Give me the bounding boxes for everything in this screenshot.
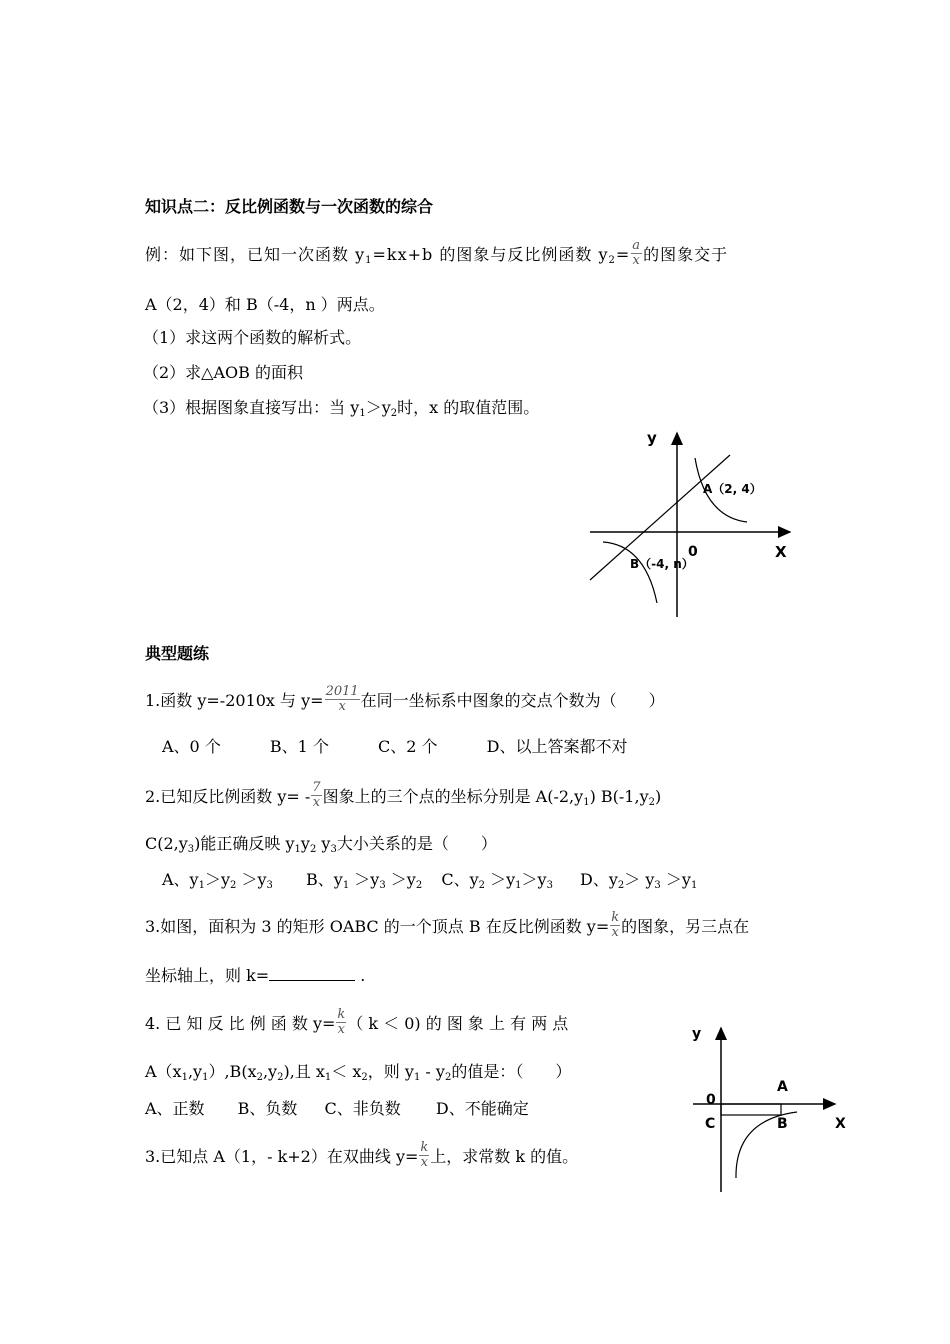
option-b: B、$y_1 >y_3 >y_2$ — [306, 870, 423, 891]
hyperbola-branch-q3 — [603, 542, 657, 603]
option-c: C、2 个 — [378, 737, 438, 756]
problem-5: 3.已知点 A（1，- k+2）在双曲线 y= $\frac{k}{x}$ 上，求常数 k 的值。 — [145, 1140, 579, 1170]
problem-4-line-2: $A(x_1,y_1),B(x_2,y_2)$,且 $x_1< x_2$，则 $y_1 - y_2$的值是：（ ） — [145, 1062, 572, 1083]
x-label: X — [835, 1116, 846, 1132]
x-label: X — [775, 543, 787, 561]
example-graph — [585, 425, 805, 625]
option-a: A、正数 — [145, 1099, 205, 1118]
hyperbola-branch-q4 — [736, 1112, 797, 1178]
origin-label: 0 — [706, 1092, 716, 1108]
option-c: C、非负数 — [324, 1099, 401, 1118]
question-3: （3）根据图象直接写出：当 $y_1>y_2$时，x 的取值范围。 — [143, 398, 540, 419]
example-points: A（2，4）和 B（-4，n ）两点。 — [145, 295, 385, 314]
example-intro: 例：如下图，已知一次函数 $y_1=kx+b$ 的图象与反比例函数 $y_2=$ $\frac{a}{x}$ 的图象交于 — [145, 238, 729, 268]
problem-2-options — [162, 870, 697, 896]
problem-1-options — [162, 737, 628, 757]
fraction-2011-over-x: $\frac{2011}{x}$ — [325, 684, 359, 714]
problem-graph — [685, 1020, 855, 1195]
point-a-label: A（2, 4） — [703, 482, 762, 496]
option-a: A、0 个 — [162, 737, 221, 756]
option-d: D、$y_2> y_3 >y_1$ — [580, 870, 698, 891]
question-1: （1）求这两个函数的解析式。 — [143, 328, 362, 347]
option-d: D、以上答案都不对 — [486, 737, 628, 756]
fraction-k-over-x: $\frac{k}{x}$ — [611, 910, 620, 940]
problem-4-options — [145, 1099, 529, 1119]
point-b-label: B — [777, 1116, 788, 1132]
problem-2-line-2: $C(2,y_3)$能正确反映 $y_1y_2$ $y_3$大小关系的是（ ） — [145, 834, 497, 855]
option-d: D、不能确定 — [435, 1099, 529, 1118]
problem-4: 4. 已 知 反 比 例 函 数 y= $\frac{k}{x}$ （ k ＜ 0) 的 图 象 上 有 两 点 — [145, 1007, 569, 1037]
option-b: B、1 个 — [269, 737, 329, 756]
problem-1: 1.函数 y=-2010x 与 y= $\frac{2011}{x}$ 在同一坐标系中图象的交点个数为（ ） — [145, 684, 665, 714]
fraction-a-over-x: $\frac{a}{x}$ — [632, 238, 642, 268]
y-label: y — [692, 1026, 702, 1042]
rectangle-oabc — [721, 1104, 781, 1115]
section-title: 知识点二：反比例函数与一次函数的综合 — [145, 197, 434, 216]
question-2: （2）求△AOB 的面积 — [143, 363, 304, 382]
fraction-k-over-x: $\frac{k}{x}$ — [420, 1140, 429, 1170]
problem-2: 2.已知反比例函数 y= - $\frac{7}{x}$ 图象上的三个点的坐标分别是 $A(-2,y_1)$ $B(-1,y_2)$ — [145, 780, 662, 810]
practice-title: 典型题练 — [145, 644, 210, 663]
problem-3-line-2: 坐标轴上，则 k= . — [145, 966, 366, 985]
fraction-k-over-x: $\frac{k}{x}$ — [337, 1007, 346, 1037]
option-b: B、负数 — [237, 1099, 298, 1118]
point-a-label: A — [777, 1079, 788, 1095]
answer-blank[interactable] — [269, 966, 355, 981]
y-label: y — [647, 429, 657, 447]
problem-3: 3.如图，面积为 3 的矩形 OABC 的一个顶点 B 在反比例函数 y= $\frac{k}{x}$ 的图象，另三点在 — [145, 910, 750, 940]
point-c-label: C — [705, 1116, 716, 1132]
point-b-label: B（-4, n） — [630, 557, 694, 571]
option-a: A、$y_1>y_2 >y_3$ — [162, 870, 273, 891]
origin-label: 0 — [688, 544, 698, 560]
fraction-7-over-x: $\frac{7}{x}$ — [312, 780, 321, 810]
option-c: C、$y_2 >y_1>y_3$ — [441, 870, 553, 891]
